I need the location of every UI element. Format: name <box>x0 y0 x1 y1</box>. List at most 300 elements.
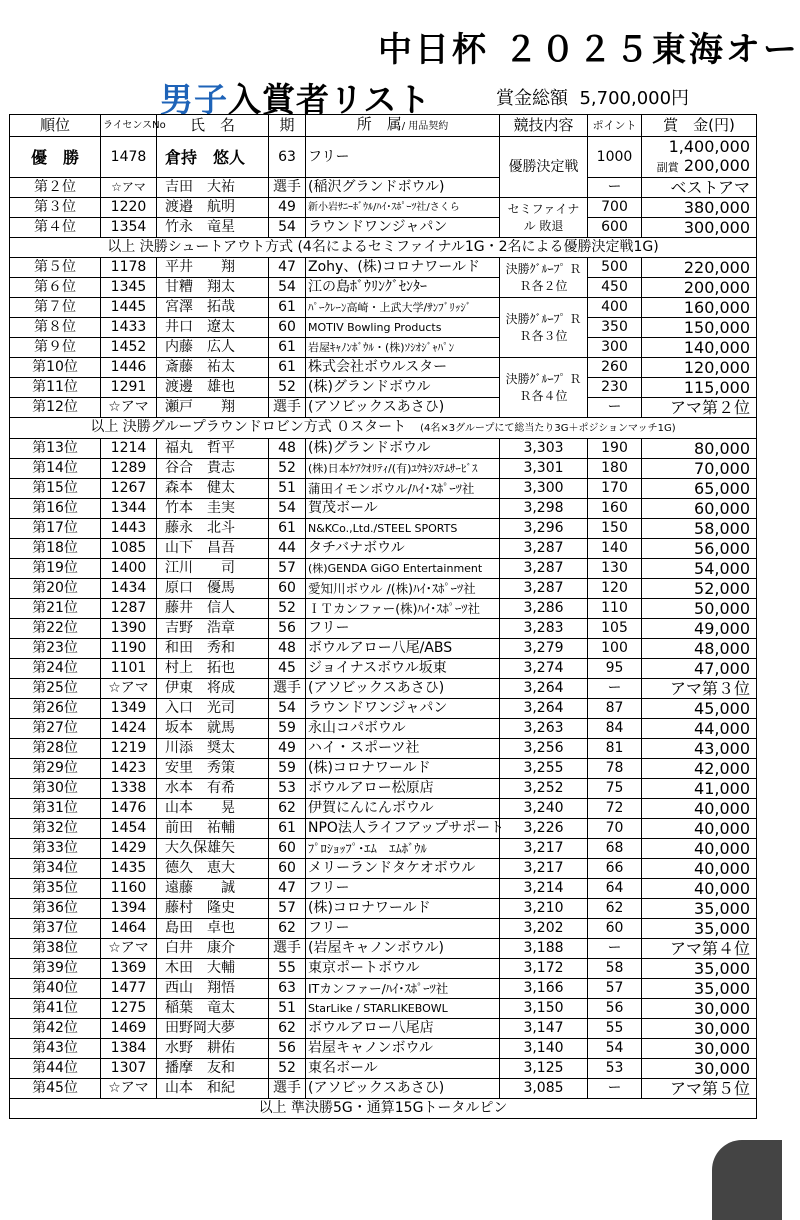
prize-cell: アマ第４位 <box>642 939 757 959</box>
table-row <box>10 619 757 639</box>
name-cell: 藤永 北斗 <box>157 519 269 539</box>
affiliation-cell: ラウンドワンジャパン <box>306 218 500 238</box>
affiliation-cell: ハイ・スポーツ社 <box>306 739 500 759</box>
name-cell: 播摩 友和 <box>157 1059 269 1079</box>
prize-cell: 41,000 <box>642 779 757 799</box>
score-cell: 3,140 <box>500 1039 588 1059</box>
name-cell: 水野 耕佑 <box>157 1039 269 1059</box>
ki-cell: 44 <box>269 539 306 559</box>
score-cell: 3,274 <box>500 659 588 679</box>
ki-cell: 48 <box>269 639 306 659</box>
ki-cell: 61 <box>269 298 306 318</box>
col-rank: 順位 <box>10 115 101 137</box>
affiliation-cell: (株)日本ｹｱｸｵﾘﾃｨ/(有)ﾕｳｷｼｽﾃﾑｻｰﾋﾞｽ <box>306 459 500 479</box>
ki-cell: 54 <box>269 499 306 519</box>
name-cell: 竹永 竜星 <box>157 218 269 238</box>
license-cell: 1338 <box>101 779 157 799</box>
license-cell: 1464 <box>101 919 157 939</box>
ki-cell: 47 <box>269 258 306 278</box>
table-row <box>10 579 757 599</box>
table-row <box>10 779 757 799</box>
name-cell: 森本 健太 <box>157 479 269 499</box>
name-cell: 西山 翔悟 <box>157 979 269 999</box>
license-cell: ☆アマ <box>101 939 157 959</box>
ki-cell: 60 <box>269 859 306 879</box>
prize-cell: 47,000 <box>642 659 757 679</box>
col-affiliation <box>306 115 500 137</box>
license-cell: 1354 <box>101 218 157 238</box>
prize-cell: 60,000 <box>642 499 757 519</box>
ki-cell: 60 <box>269 839 306 859</box>
score-cell: 3,264 <box>500 679 588 699</box>
col-ki: 期 <box>269 115 306 137</box>
prize-total <box>496 84 689 110</box>
rank-cell: 第25位 <box>10 679 101 699</box>
license-cell: 1445 <box>101 298 157 318</box>
ki-cell: 52 <box>269 459 306 479</box>
points-cell: 57 <box>588 979 642 999</box>
name-cell: 白井 康介 <box>157 939 269 959</box>
ki-cell: 57 <box>269 559 306 579</box>
table-row <box>10 859 757 879</box>
rank-cell: 第28位 <box>10 739 101 759</box>
table-row <box>10 479 757 499</box>
license-cell: 1345 <box>101 278 157 298</box>
prize-cell: 200,000 <box>642 278 757 298</box>
rank-cell: 第22位 <box>10 619 101 639</box>
table-row <box>10 639 757 659</box>
affiliation-cell: 愛知川ボウル /(株)ﾊｲ･ｽﾎﾟｰﾂ社 <box>306 579 500 599</box>
rank-cell: 第21位 <box>10 599 101 619</box>
points-cell: 72 <box>588 799 642 819</box>
ki-cell: 60 <box>269 318 306 338</box>
points-cell: 300 <box>588 338 642 358</box>
prize-cell: 54,000 <box>642 559 757 579</box>
points-cell: 84 <box>588 719 642 739</box>
table-row <box>10 439 757 459</box>
prize-cell: アマ第５位 <box>642 1079 757 1099</box>
license-cell: 1443 <box>101 519 157 539</box>
affiliation-cell: (株)グランドボウル <box>306 439 500 459</box>
points-cell: ー <box>588 939 642 959</box>
name-cell: 吉野 浩章 <box>157 619 269 639</box>
points-cell: 105 <box>588 619 642 639</box>
score-cell: 3,296 <box>500 519 588 539</box>
ki-cell: 61 <box>269 819 306 839</box>
rank-cell: 第14位 <box>10 459 101 479</box>
rank-cell: 第３位 <box>10 198 101 218</box>
ki-cell: 63 <box>269 979 306 999</box>
affiliation-cell: N&KCo.,Ltd./STEEL SPORTS <box>306 519 500 539</box>
ki-cell: 59 <box>269 719 306 739</box>
points-cell: ー <box>588 178 642 198</box>
affiliation-cell: 東京ポートボウル <box>306 959 500 979</box>
name-cell: 原口 優馬 <box>157 579 269 599</box>
affiliation-cell: 株式会社ボウルスター <box>306 358 500 378</box>
score-cell: 3,226 <box>500 819 588 839</box>
rank-cell: 第11位 <box>10 378 101 398</box>
table-row <box>10 899 757 919</box>
license-cell: 1220 <box>101 198 157 218</box>
ki-cell: 45 <box>269 659 306 679</box>
name-cell: 山本 和紀 <box>157 1079 269 1099</box>
prize-cell: 65,000 <box>642 479 757 499</box>
ki-cell: 56 <box>269 1039 306 1059</box>
ki-cell: 59 <box>269 759 306 779</box>
prize-cell: 70,000 <box>642 459 757 479</box>
license-cell: 1400 <box>101 559 157 579</box>
name-cell: 吉田 大祐 <box>157 178 269 198</box>
section-note-detail: (4名×3グループにて総当たり3G＋ポジションマッチ1G) <box>420 423 676 434</box>
page-corner <box>712 1140 782 1220</box>
license-cell: 1454 <box>101 819 157 839</box>
prize-cell: 30,000 <box>642 999 757 1019</box>
affiliation-cell: ﾌﾟﾛｼｮｯﾌﾟ･ｴﾑ ｴﾑﾎﾞｳﾙ <box>306 839 500 859</box>
prize-cell: 44,000 <box>642 719 757 739</box>
section-note <box>10 418 757 439</box>
ki-cell: 選手 <box>269 939 306 959</box>
ki-cell: 60 <box>269 579 306 599</box>
table-row <box>10 999 757 1019</box>
points-cell: 87 <box>588 699 642 719</box>
sub-prize-value: 200,000 <box>683 156 750 175</box>
license-cell: 1291 <box>101 378 157 398</box>
affiliation-cell: 永山コパボウル <box>306 719 500 739</box>
name-cell: 藤井 信人 <box>157 599 269 619</box>
prize-cell: 56,000 <box>642 539 757 559</box>
points-cell: 53 <box>588 1059 642 1079</box>
competition-cell: 決勝ｸﾞﾙｰﾌﾟ ＲＲ各３位 <box>500 298 588 358</box>
rank-cell: 第５位 <box>10 258 101 278</box>
ki-cell: 54 <box>269 699 306 719</box>
license-cell: 1190 <box>101 639 157 659</box>
points-cell: 95 <box>588 659 642 679</box>
table-row <box>10 759 757 779</box>
score-cell: 3,287 <box>500 539 588 559</box>
points-cell: 110 <box>588 599 642 619</box>
prize-cell: 40,000 <box>642 819 757 839</box>
affiliation-cell: (株)グランドボウル <box>306 378 500 398</box>
name-cell: 江川 司 <box>157 559 269 579</box>
affiliation-cell: ITカンファー/ﾊｲ･ｽﾎﾟｰﾂ社 <box>306 979 500 999</box>
license-cell: 1394 <box>101 899 157 919</box>
rank-cell: 第36位 <box>10 899 101 919</box>
rank-cell: 第32位 <box>10 819 101 839</box>
license-cell: 1469 <box>101 1019 157 1039</box>
license-cell: 1435 <box>101 859 157 879</box>
table-row <box>10 599 757 619</box>
rank-cell: 第34位 <box>10 859 101 879</box>
col-competition: 競技内容 <box>500 115 588 137</box>
prize-cell: アマ第３位 <box>642 679 757 699</box>
affiliation-cell: 蒲田イモンボウル/ﾊｲ･ｽﾎﾟｰﾂ社 <box>306 479 500 499</box>
name-cell: 入口 光司 <box>157 699 269 719</box>
license-cell: 1433 <box>101 318 157 338</box>
score-cell: 3,125 <box>500 1059 588 1079</box>
ki-cell: 54 <box>269 218 306 238</box>
license-cell: 1275 <box>101 999 157 1019</box>
prize-total-label: 賞金総額 <box>496 88 568 109</box>
section-note-row <box>10 418 757 439</box>
section-note: 以上 決勝シュートアウト方式 (4名によるセミファイナル1G・2名による優勝決定戦1G) <box>10 238 757 258</box>
score-cell: 3,303 <box>500 439 588 459</box>
score-cell: 3,172 <box>500 959 588 979</box>
table-row <box>10 819 757 839</box>
prize-cell: 30,000 <box>642 1059 757 1079</box>
rank-cell: 第２位 <box>10 178 101 198</box>
license-cell: 1219 <box>101 739 157 759</box>
rank-cell: 第10位 <box>10 358 101 378</box>
ki-cell: 54 <box>269 278 306 298</box>
affiliation-cell: タチバナボウル <box>306 539 500 559</box>
points-cell: 81 <box>588 739 642 759</box>
name-cell: 大久保雄矢 <box>157 839 269 859</box>
score-cell: 3,256 <box>500 739 588 759</box>
points-cell: 260 <box>588 358 642 378</box>
affiliation-cell: StarLike / STARLIKEBOWL <box>306 999 500 1019</box>
ki-cell: 56 <box>269 619 306 639</box>
prize-total-value: 5,700,000円 <box>579 88 690 109</box>
name-cell: 木田 大輔 <box>157 959 269 979</box>
points-cell: 62 <box>588 899 642 919</box>
table-row <box>10 739 757 759</box>
license-cell: 1478 <box>101 137 157 178</box>
name-cell: 德久 恵大 <box>157 859 269 879</box>
prize-cell: アマ第２位 <box>642 398 757 418</box>
points-cell: ー <box>588 679 642 699</box>
col-license: ライセンスNo <box>101 115 157 137</box>
prize-cell: 30,000 <box>642 1019 757 1039</box>
points-cell: 66 <box>588 859 642 879</box>
results-body <box>10 137 757 1119</box>
score-cell: 3,286 <box>500 599 588 619</box>
name-cell: 和田 秀和 <box>157 639 269 659</box>
name-cell: 水本 有希 <box>157 779 269 799</box>
affiliation-cell: (アソビックスあさひ) <box>306 398 500 418</box>
license-cell: ☆アマ <box>101 178 157 198</box>
rank-cell: 第24位 <box>10 659 101 679</box>
affiliation-cell: (稲沢グランドボウル) <box>306 178 500 198</box>
ki-cell: 選手 <box>269 1079 306 1099</box>
prize-cell: 49,000 <box>642 619 757 639</box>
prize-cell: 42,000 <box>642 759 757 779</box>
license-cell: 1160 <box>101 879 157 899</box>
score-cell: 3,287 <box>500 579 588 599</box>
affiliation-cell: ボウルアロー松原店 <box>306 779 500 799</box>
rank-cell: 第27位 <box>10 719 101 739</box>
affiliation-cell: フリー <box>306 137 500 178</box>
name-cell: 山下 昌吾 <box>157 539 269 559</box>
rank-cell: 第15位 <box>10 479 101 499</box>
rank-cell: 第37位 <box>10 919 101 939</box>
table-row <box>10 338 757 358</box>
score-cell: 3,252 <box>500 779 588 799</box>
license-cell: 1289 <box>101 459 157 479</box>
prize-cell: 120,000 <box>642 358 757 378</box>
affiliation-cell: ﾊﾟｰｸﾚｰﾝ高崎・上武大学/ｻﾝﾌﾞﾘｯｼﾞ <box>306 298 500 318</box>
license-cell: 1446 <box>101 358 157 378</box>
score-cell: 3,147 <box>500 1019 588 1039</box>
affiliation-cell: フリー <box>306 879 500 899</box>
license-cell: 1477 <box>101 979 157 999</box>
name-cell: 前田 祐輔 <box>157 819 269 839</box>
prize-cell: 52,000 <box>642 579 757 599</box>
affiliation-cell: 東名ボール <box>306 1059 500 1079</box>
affiliation-cell: (株)コロナワールド <box>306 759 500 779</box>
prize-cell: 40,000 <box>642 799 757 819</box>
rank-cell: 第７位 <box>10 298 101 318</box>
score-cell: 3,264 <box>500 699 588 719</box>
points-cell: 56 <box>588 999 642 1019</box>
rank-cell: 第13位 <box>10 439 101 459</box>
table-row <box>10 298 757 318</box>
ki-cell: 49 <box>269 739 306 759</box>
name-cell: 渡邊 雄也 <box>157 378 269 398</box>
prize-cell: 40,000 <box>642 859 757 879</box>
license-cell: 1085 <box>101 539 157 559</box>
prize-cell: 380,000 <box>642 198 757 218</box>
score-cell: 3,255 <box>500 759 588 779</box>
ki-cell: 62 <box>269 799 306 819</box>
prize-cell: 115,000 <box>642 378 757 398</box>
affiliation-cell: 江の島ﾎﾞｳﾘﾝｸﾞｾﾝﾀｰ <box>306 278 500 298</box>
affiliation-cell: ボウルアロー八尾/ABS <box>306 639 500 659</box>
table-row <box>10 459 757 479</box>
affiliation-cell: (岩屋キャノンボウル) <box>306 939 500 959</box>
points-cell: 600 <box>588 218 642 238</box>
section-note-main: 以上 決勝グループラウンドロビン方式 ０スタート <box>90 419 407 435</box>
name-cell: 遠藤 誠 <box>157 879 269 899</box>
license-cell: 1434 <box>101 579 157 599</box>
ki-cell: 52 <box>269 378 306 398</box>
rank-cell: 第41位 <box>10 999 101 1019</box>
table-row <box>10 378 757 398</box>
ki-cell: 63 <box>269 137 306 178</box>
score-cell: 3,166 <box>500 979 588 999</box>
points-cell: 350 <box>588 318 642 338</box>
prize-cell: 150,000 <box>642 318 757 338</box>
rank-cell: 第43位 <box>10 1039 101 1059</box>
license-cell: 1101 <box>101 659 157 679</box>
rank-cell: 第８位 <box>10 318 101 338</box>
score-cell: 3,150 <box>500 999 588 1019</box>
name-cell: 竹本 圭実 <box>157 499 269 519</box>
score-cell: 3,085 <box>500 1079 588 1099</box>
competition-cell: 決勝ｸﾞﾙｰﾌﾟ ＲＲ各２位 <box>500 258 588 298</box>
points-cell: 190 <box>588 439 642 459</box>
score-cell: 3,202 <box>500 919 588 939</box>
rank-cell: 第44位 <box>10 1059 101 1079</box>
table-row <box>10 559 757 579</box>
name-cell: 山本 晃 <box>157 799 269 819</box>
name-cell: 村上 拓也 <box>157 659 269 679</box>
score-cell: 3,301 <box>500 459 588 479</box>
rank-cell: 第４位 <box>10 218 101 238</box>
license-cell: 1452 <box>101 338 157 358</box>
ki-cell: 52 <box>269 1059 306 1079</box>
prize-cell: 300,000 <box>642 218 757 238</box>
license-cell: 1423 <box>101 759 157 779</box>
points-cell: 70 <box>588 819 642 839</box>
name-cell: 宮澤 拓哉 <box>157 298 269 318</box>
affiliation-cell: 岩屋キャノンボウル <box>306 1039 500 1059</box>
table-row <box>10 839 757 859</box>
rank-cell: 第29位 <box>10 759 101 779</box>
name-cell: 渡邉 航明 <box>157 198 269 218</box>
rank-cell: 第38位 <box>10 939 101 959</box>
points-cell: 58 <box>588 959 642 979</box>
table-row <box>10 137 757 178</box>
rank-cell: 第17位 <box>10 519 101 539</box>
sub-prize-label: 副賞 <box>656 161 679 174</box>
points-cell: 450 <box>588 278 642 298</box>
score-cell: 3,240 <box>500 799 588 819</box>
rank-cell: 第45位 <box>10 1079 101 1099</box>
rank-cell: 第42位 <box>10 1019 101 1039</box>
table-row <box>10 499 757 519</box>
prize-cell: 220,000 <box>642 258 757 278</box>
name-cell: 川添 奨太 <box>157 739 269 759</box>
license-cell: 1178 <box>101 258 157 278</box>
affiliation-cell: 賀茂ボール <box>306 499 500 519</box>
ki-cell: 61 <box>269 358 306 378</box>
license-cell: 1429 <box>101 839 157 859</box>
prize-cell: 140,000 <box>642 338 757 358</box>
points-cell: ー <box>588 398 642 418</box>
table-row <box>10 178 757 198</box>
name-cell: 福丸 哲平 <box>157 439 269 459</box>
ki-cell: 55 <box>269 959 306 979</box>
prize-cell: 35,000 <box>642 959 757 979</box>
name-cell: 井口 遼太 <box>157 318 269 338</box>
affiliation-cell: 岩屋ｷｬﾉﾝﾎﾞｳﾙ・(株)ｿｼｵｼﾞｬﾊﾟﾝ <box>306 338 500 358</box>
affiliation-cell: 新小岩ｻﾆｰﾎﾞｳﾙ/ﾊｲ･ｽﾎﾟｰﾂ社/さくら <box>306 198 500 218</box>
table-row <box>10 358 757 378</box>
prize-cell: 35,000 <box>642 979 757 999</box>
ki-cell: 57 <box>269 899 306 919</box>
table-row <box>10 939 757 959</box>
table-row <box>10 699 757 719</box>
points-cell: 120 <box>588 579 642 599</box>
affiliation-cell: ＩＴカンファー(株)ﾊｲ･ｽﾎﾟｰﾂ社 <box>306 599 500 619</box>
header-row <box>10 115 757 137</box>
rank-cell: 第23位 <box>10 639 101 659</box>
ki-cell: 選手 <box>269 398 306 418</box>
table-row <box>10 959 757 979</box>
col-affiliation-main: 所 属 <box>356 115 402 133</box>
affiliation-cell: 伊賀にんにんボウル <box>306 799 500 819</box>
col-affiliation-sub: / 用品契約 <box>401 121 449 132</box>
affiliation-cell: ラウンドワンジャパン <box>306 699 500 719</box>
score-cell: 3,300 <box>500 479 588 499</box>
points-cell: 150 <box>588 519 642 539</box>
ki-cell: 62 <box>269 919 306 939</box>
points-cell: 140 <box>588 539 642 559</box>
score-cell: 3,217 <box>500 839 588 859</box>
rank-cell: 第16位 <box>10 499 101 519</box>
prize-cell: 40,000 <box>642 839 757 859</box>
prize-cell: ベストアマ <box>642 178 757 198</box>
score-cell: 3,263 <box>500 719 588 739</box>
col-prize: 賞 金(円) <box>642 115 757 137</box>
license-cell: 1287 <box>101 599 157 619</box>
name-cell: 瀬戸 翔 <box>157 398 269 418</box>
points-cell: 64 <box>588 879 642 899</box>
table-row <box>10 1039 757 1059</box>
ki-cell: 選手 <box>269 679 306 699</box>
list-title-men: 男子 <box>160 80 228 119</box>
rank-cell: 第18位 <box>10 539 101 559</box>
